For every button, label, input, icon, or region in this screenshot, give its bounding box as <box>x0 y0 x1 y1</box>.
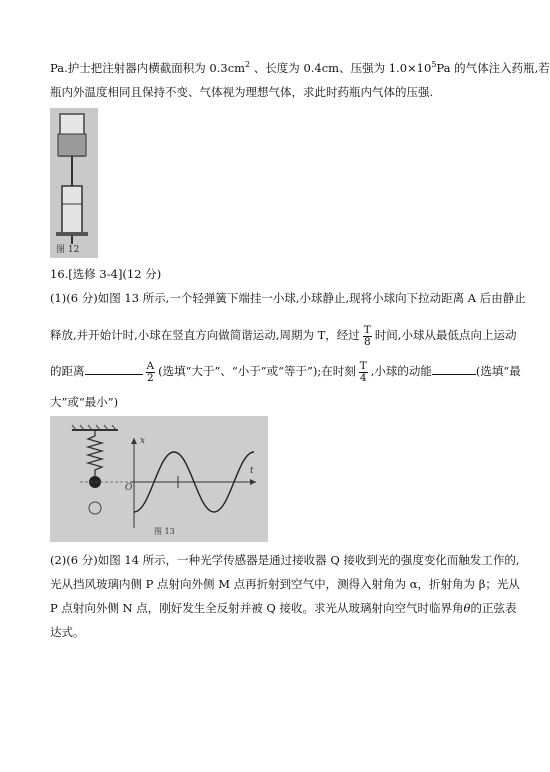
figure-12-syringe <box>50 108 98 258</box>
q16-part1-line3: 的距离 $\frac{A}{2}$ (选填“大于”、“小于”或“等于”);在时刻 $\frac{T}{4}$ ,小球的动能 (选填“最 <box>50 359 521 384</box>
q16-part1-line4: 大”或“最小”) <box>50 395 119 409</box>
q16-part1-line1: (1)(6 分)如图 13 所示,一个轻弹簧下端挂一小球,小球静止,现将小球向下拉动距离 A 后由静止 <box>50 291 526 305</box>
answer-blank-1[interactable] <box>85 363 143 375</box>
figure-13-spring-oscillation <box>50 416 268 542</box>
axis-label-t: t <box>250 466 254 476</box>
fraction-A-over-2: $\frac{A}{2}$ <box>146 359 155 384</box>
axis-label-x: x <box>140 436 146 446</box>
q16-part2-line3: P 点射向外侧 N 点，刚好发生全反射并被 Q 接收。求光从玻璃射向空气时临界角θ的正弦表 <box>50 601 517 615</box>
figure-12-caption: 图 12 <box>56 245 80 255</box>
question-16-header: 16.[选修 3-4](12 分) <box>50 267 162 281</box>
q16-part2-line4: 达式。 <box>50 625 85 639</box>
q16-part2-line1: (2)(6 分)如图 14 所示，一种光学传感器是通过接收器 Q 接收到光的强度变化而触发工作的, <box>50 553 520 567</box>
spring-wave-drawing <box>50 416 268 542</box>
syringe-drawing <box>50 108 98 258</box>
theta-symbol: θ <box>463 601 471 615</box>
axis-label-O: O <box>125 483 133 493</box>
q16-part1-line2: 释放,并开始计时,小球在竖直方向做简谐运动,周期为 T，经过 $\frac{T}{8}$ 时间,小球从最低点向上运动 <box>50 323 517 348</box>
fraction-T-over-8: $\frac{T}{8}$ <box>363 323 371 348</box>
fraction-T-over-4: $\frac{T}{4}$ <box>359 359 367 384</box>
figure-13-caption: 图 13 <box>154 527 175 536</box>
text-line-2: 瓶内外温度相同且保持不变、气体视为理想气体，求此时药瓶内气体的压强. <box>50 85 434 99</box>
q16-part2-line2: 光从挡风玻璃内侧 P 点射向外侧 M 点再折射到空气中，测得入射角为 α，折射角为 β；光从 <box>50 577 520 591</box>
answer-blank-2[interactable] <box>432 363 476 375</box>
text-line-1: Pa.护士把注射器内横截面积为 $0.3cm^2$ 、长度为 0.4cm、压强为 $1.0\times 10^5Pa$ 的气体注入药瓶,若 <box>50 60 550 75</box>
